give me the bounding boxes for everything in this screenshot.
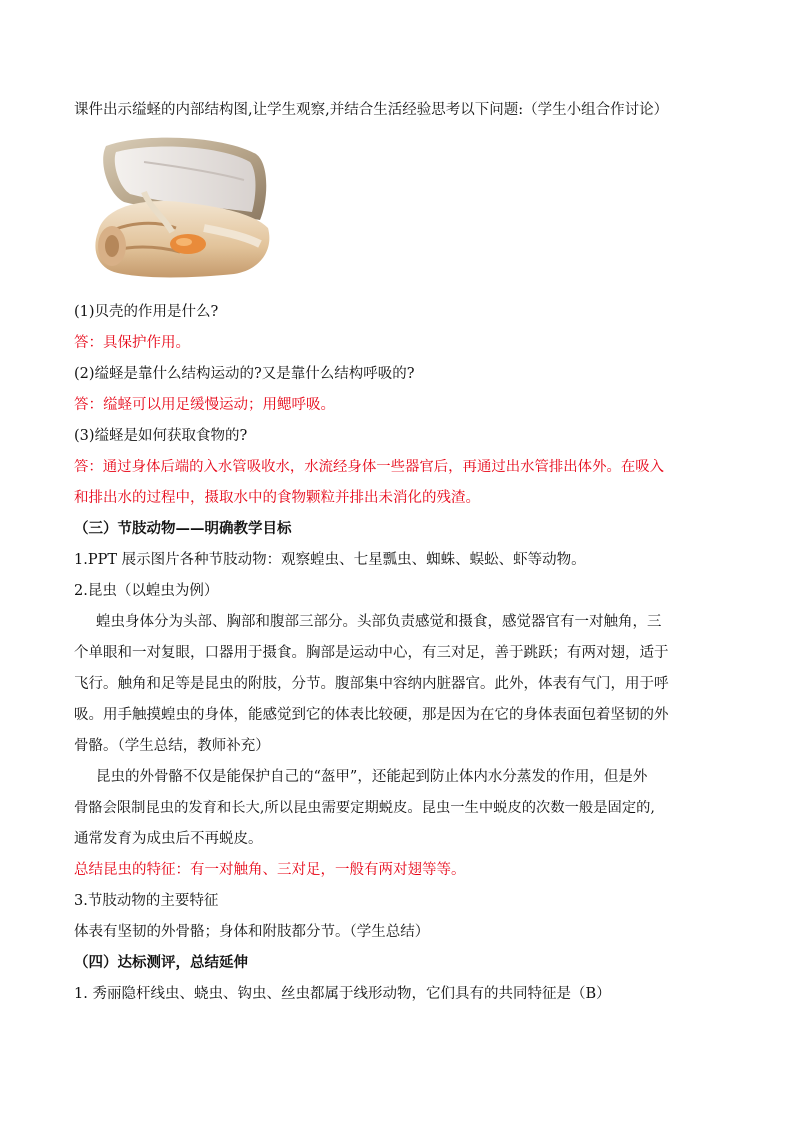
paragraph-1-line-4: 吸。用手触摸蝗虫的身体，能感觉到它的体表比较硬，那是因为在它的身体表面包着坚韧的外 (74, 707, 669, 723)
answer-3-line-1: 答：通过身体后端的入水管吸收水，水流经身体一些器官后，再通过出水管排出体外。在吸入 (74, 459, 665, 475)
answer-1: 答：具保护作用。 (74, 335, 190, 351)
answer-2: 答：缢蛏可以用足缓慢运动；用鳃呼吸。 (74, 397, 335, 413)
paragraph-1-line-1: 蝗虫身体分为头部、胸部和腹部三部分。头部负责感觉和摄食，感觉器官有一对触角，三 (96, 614, 662, 630)
section-4-heading: （四）达标测评，总结延伸 (74, 954, 248, 971)
section-3-item-3-text: 体表有坚韧的外骨骼；身体和附肢都分节。（学生总结） (74, 924, 430, 940)
paragraph-2-line-1: 昆虫的外骨骼不仅是能保护自己的“盔甲”，还能起到防止体内水分蒸发的作用，但是外 (96, 769, 648, 785)
question-2: (2)缢蛏是靠什么结构运动的?又是靠什么结构呼吸的? (74, 366, 415, 382)
paragraph-2-line-3: 通常发育为成虫后不再蜕皮。 (74, 831, 263, 847)
section-4-question-1: 1. 秀丽隐杆线虫、蛲虫、钩虫、丝虫都属于线形动物，它们具有的共同特征是（B） (74, 986, 611, 1002)
insect-summary: 总结昆虫的特征：有一对触角、三对足，一般有两对翅等等。 (74, 862, 466, 878)
intro-text: 课件出示缢蛏的内部结构图,让学生观察,并结合生活经验思考以下问题:（学生小组合作讨论） (74, 102, 669, 118)
section-3-item-3: 3.节肢动物的主要特征 (74, 893, 219, 909)
question-3: (3)缢蛏是如何获取食物的? (74, 428, 248, 444)
paragraph-1-line-5: 骨骼。（学生总结，教师补充） (74, 738, 270, 754)
paragraph-1-line-2: 个单眼和一对复眼，口器用于摄食。胸部是运动中心，有三对足，善于跳跃；有两对翅，适于 (74, 645, 669, 661)
answer-3-line-2: 和排出水的过程中，摄取水中的食物颗粒并排出未消化的残渣。 (74, 490, 480, 506)
section-3-item-1: 1.PPT 展示图片各种节肢动物：观察蝗虫、七星瓢虫、蜘蛛、蜈蚣、虾等动物。 (74, 552, 586, 568)
paragraph-2-line-2: 骨骼会限制昆虫的发育和长大,所以昆虫需要定期蜕皮。昆虫一生中蜕皮的次数一般是固定的, (74, 800, 655, 816)
question-1: (1)贝壳的作用是什么? (74, 304, 219, 320)
paragraph-1-line-3: 飞行。触角和足等是昆虫的附肢，分节。腹部集中容纳内脏器官。此外，体表有气门，用于呼 (74, 676, 669, 692)
razor-clam-image (84, 132, 274, 284)
section-3-item-2: 2.昆虫（以蝗虫为例） (74, 583, 219, 599)
section-3-heading: （三）节肢动物——明确教学目标 (74, 520, 292, 537)
